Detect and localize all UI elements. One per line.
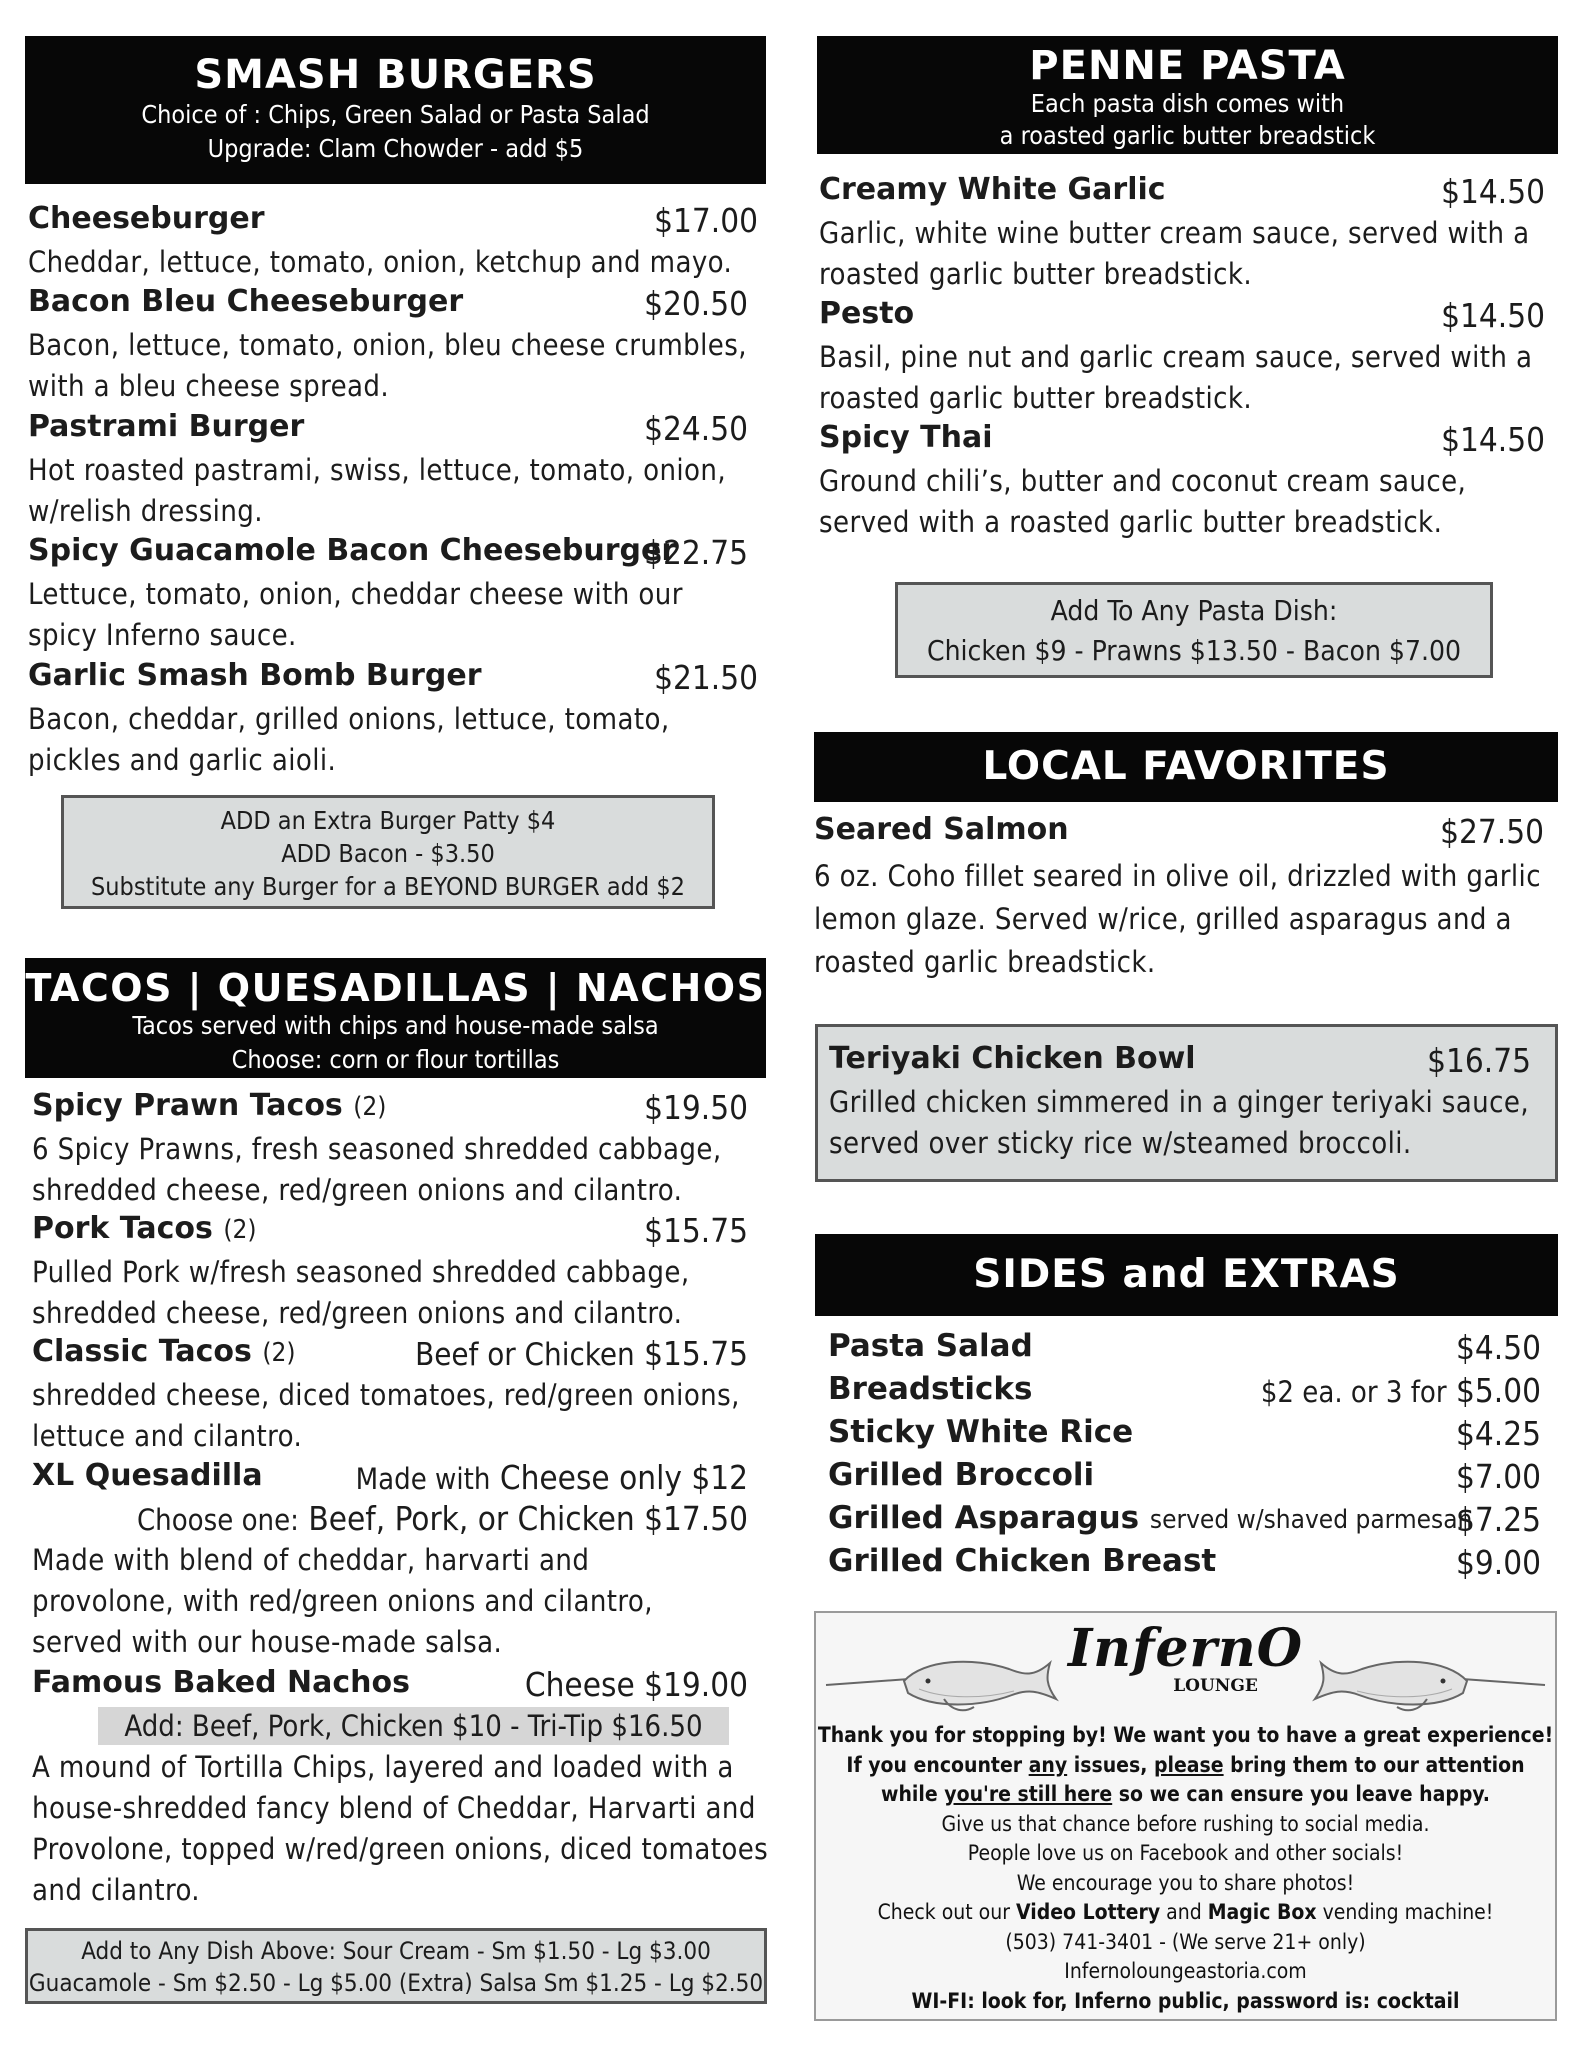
section-subtitle: Upgrade: Clam Chowder - add $5 xyxy=(207,134,584,163)
text-run: you're still here xyxy=(944,1782,1113,1806)
item-price: $14.50 xyxy=(1441,420,1545,459)
item-name: Cheeseburger xyxy=(28,201,265,236)
section-title: SIDES and EXTRAS xyxy=(973,1252,1400,1297)
item-name xyxy=(32,1088,386,1123)
item-price xyxy=(415,1334,748,1373)
text-run: issues, xyxy=(1067,1752,1154,1777)
footer-line: Give us that chance before rushing to social media. xyxy=(941,1811,1430,1836)
teriyaki-feature-box xyxy=(815,1024,1558,1182)
pasta-addons-box xyxy=(895,582,1493,678)
item-name: Garlic Smash Bomb Burger xyxy=(28,658,482,693)
item-name: Creamy White Garlic xyxy=(819,172,1166,207)
item-name xyxy=(32,1211,256,1246)
section-title: SMASH BURGERS xyxy=(194,52,597,98)
item-description: 6 oz. Coho fillet seared in olive oil, drizzled with garlic lemon glaze. Served w/rice, grilled asparagus and a roasted garlic breadstick. xyxy=(814,859,1541,979)
section-title: PENNE PASTA xyxy=(1029,43,1346,89)
item-price-value: $5.00 xyxy=(1456,1371,1541,1410)
addon-line: Add to Any Dish Above: Sour Cream - Sm $1.50 - Lg $3.00 xyxy=(81,1937,711,1965)
footer-line: People love us on Facebook and other socials! xyxy=(967,1841,1404,1865)
text-run: vending machine! xyxy=(1316,1900,1494,1924)
item-name: Pasta Salad xyxy=(828,1328,1033,1364)
item-name: Teriyaki Chicken Bowl xyxy=(829,1041,1196,1076)
text-run: Check out our xyxy=(877,1900,1016,1924)
side-item-grilled-chicken-breast xyxy=(828,1543,1541,1586)
item-description: Hot roasted pastrami, swiss, lettuce, tomato, onion, w/relish dressing. xyxy=(28,453,727,528)
item-count: (2) xyxy=(353,1092,387,1122)
addon-line: Substitute any Burger for a BEYOND BURGER add $2 xyxy=(91,872,685,901)
item-note: served w/shaved parmesan xyxy=(1149,1505,1473,1535)
item-name: Grilled Chicken Breast xyxy=(828,1543,1217,1579)
item-description: Cheddar, lettuce, tomato, onion, ketchup and mayo. xyxy=(28,245,733,279)
item-description: Ground chili’s, butter and coconut cream sauce, served with a roasted garlic butter breadstick. xyxy=(819,464,1467,539)
section-subtitle: Choice of : Chips, Green Salad or Pasta Salad xyxy=(141,100,650,129)
item-name: Spicy Guacamole Bacon Cheeseburger xyxy=(28,533,677,568)
item-description: Bacon, lettuce, tomato, onion, bleu cheese crumbles, with a bleu cheese spread. xyxy=(28,328,747,403)
item-name-text: Grilled Asparagus xyxy=(828,1500,1140,1536)
section-subtitle: a roasted garlic butter breadstick xyxy=(999,121,1376,150)
item-name: Seared Salmon xyxy=(814,812,1069,847)
inferno-lounge-logo xyxy=(816,1618,1555,1696)
item-name: Grilled Broccoli xyxy=(828,1457,1095,1493)
right-column xyxy=(790,0,1583,2048)
item-price: $7.00 xyxy=(1456,1457,1541,1496)
item-description: Pulled Pork w/fresh seasoned shredded cabbage, shredded cheese, red/green onions and cilantro. xyxy=(32,1255,690,1330)
item-name: Pesto xyxy=(819,296,915,331)
item-description: Made with blend of cheddar, harvarti and provolone, with red/green onions and cilantro, served with our house-made salsa. xyxy=(32,1543,653,1659)
footer-line xyxy=(816,1898,1555,1928)
item-price: $27.50 xyxy=(1440,812,1544,851)
item-name: Spicy Thai xyxy=(819,420,993,455)
footer-website: Infernoloungeastoria.com xyxy=(1064,1959,1307,1983)
item-price: $9.00 xyxy=(1456,1543,1541,1582)
item-price: $14.50 xyxy=(1441,172,1545,211)
option-value: Beef, Pork, or Chicken $17.50 xyxy=(308,1499,748,1538)
item-description: Basil, pine nut and garlic cream sauce, served with a roasted garlic butter breadstick. xyxy=(819,340,1533,415)
option-prefix: Made with xyxy=(355,1462,491,1496)
taco-addons-box xyxy=(25,1928,767,2004)
item-price: $17.00 xyxy=(654,201,758,240)
item-name-text: Classic Tacos xyxy=(32,1334,252,1369)
section-title: LOCAL FAVORITES xyxy=(982,744,1390,789)
option-value: Cheese only $12 xyxy=(499,1458,748,1497)
text-run: Magic Box xyxy=(1207,1900,1317,1924)
side-item-pasta-salad xyxy=(828,1328,1541,1371)
addon-line: Guacamole - Sm $2.50 - Lg $5.00 (Extra) Salsa Sm $1.25 - Lg $2.50 xyxy=(28,1969,764,1997)
item-name-text: Spicy Prawn Tacos xyxy=(32,1088,343,1123)
item-price xyxy=(1261,1371,1541,1410)
item-name-text: Pork Tacos xyxy=(32,1211,213,1246)
item-price: $4.50 xyxy=(1456,1328,1541,1367)
item-name: Breadsticks xyxy=(828,1371,1033,1407)
footer-line xyxy=(816,1751,1555,1781)
item-count: (2) xyxy=(262,1338,296,1368)
item-price: $22.75 xyxy=(644,533,748,572)
addon-line: Add To Any Pasta Dish: xyxy=(1050,594,1338,627)
text-run: please xyxy=(1153,1752,1224,1777)
item-price: $4.25 xyxy=(1456,1414,1541,1453)
item-price: $24.50 xyxy=(644,409,748,448)
addon-line: ADD Bacon - $3.50 xyxy=(281,839,495,868)
item-description: shredded cheese, diced tomatoes, red/green onions, lettuce and cilantro. xyxy=(32,1378,740,1453)
item-price: $21.50 xyxy=(654,658,758,697)
item-name: Bacon Bleu Cheeseburger xyxy=(28,284,464,319)
nachos-add-highlight: Add: Beef, Pork, Chicken $10 - Tri-Tip $16.50 xyxy=(98,1707,729,1745)
item-name: Pastrami Burger xyxy=(28,409,305,444)
item-name: Famous Baked Nachos xyxy=(32,1665,410,1700)
item-price-value: $15.75 xyxy=(644,1334,748,1373)
text-run: Video Lottery xyxy=(1015,1900,1161,1924)
item-count: (2) xyxy=(223,1215,257,1245)
item-name: XL Quesadilla xyxy=(32,1458,263,1493)
text-run: any xyxy=(1028,1752,1068,1777)
item-price: $15.75 xyxy=(644,1211,748,1250)
text-run: while xyxy=(881,1782,945,1806)
side-item-sticky-white-rice xyxy=(828,1414,1541,1457)
item-price: $7.25 xyxy=(1456,1500,1541,1539)
addon-line: ADD an Extra Burger Patty $4 xyxy=(220,806,556,835)
section-title: TACOS | QUESADILLAS | NACHOS xyxy=(25,966,766,1010)
left-column xyxy=(0,0,790,2048)
side-item-grilled-broccoli xyxy=(828,1457,1541,1500)
item-price: $20.50 xyxy=(644,284,748,323)
item-description: Garlic, white wine butter cream sauce, served with a roasted garlic butter breadstick. xyxy=(819,216,1530,291)
logo-wordmark: InfernO xyxy=(1067,1618,1304,1679)
text-run: If you encounter xyxy=(846,1752,1029,1777)
item-option-cheese xyxy=(356,1458,748,1497)
item-option: Beef or Chicken xyxy=(415,1337,635,1373)
penne-pasta-header xyxy=(817,36,1558,154)
footer-info-box xyxy=(814,1611,1557,2021)
text-run: so we can ensure you leave happy. xyxy=(1112,1782,1490,1806)
footer-line: Thank you for stopping by! We want you to have a great experience! xyxy=(817,1723,1554,1747)
addon-line: Chicken $9 - Prawns $13.50 - Bacon $7.00 xyxy=(926,634,1462,667)
item-price: $16.75 xyxy=(1427,1041,1531,1080)
section-subtitle: Each pasta dish comes with xyxy=(1030,89,1345,118)
item-name xyxy=(828,1500,1472,1536)
item-description: A mound of Tortilla Chips, layered and loaded with a house-shredded fancy blend of Cheddar, Harvarti and Provolone, topped w/red/green onions, diced tomatoes and cilantro. xyxy=(32,1750,769,1907)
side-item-grilled-asparagus xyxy=(828,1500,1541,1543)
section-subtitle: Choose: corn or flour tortillas xyxy=(231,1045,560,1074)
item-name xyxy=(32,1334,295,1369)
item-name: Sticky White Rice xyxy=(828,1414,1134,1450)
item-note: $2 ea. or 3 for xyxy=(1260,1375,1447,1409)
item-description: Bacon, cheddar, grilled onions, lettuce, tomato, pickles and garlic aioli. xyxy=(28,702,670,777)
text-run: and xyxy=(1160,1900,1208,1924)
local-favorites-header xyxy=(814,732,1558,802)
smash-burgers-header xyxy=(25,36,766,184)
tacos-header xyxy=(25,958,766,1078)
item-price: Cheese $19.00 xyxy=(524,1665,748,1704)
footer-wifi: WI-FI: look for, Inferno public, password is: cocktail xyxy=(911,1988,1460,2013)
logo-subtitle: LOUNGE xyxy=(1173,1676,1258,1696)
side-item-breadsticks xyxy=(828,1371,1541,1414)
item-option-meat xyxy=(137,1499,748,1538)
section-subtitle: Tacos served with chips and house-made salsa xyxy=(132,1011,659,1040)
item-price: $14.50 xyxy=(1441,296,1545,335)
item-description: Grilled chicken simmered in a ginger teriyaki sauce, served over sticky rice w/steamed broccoli. xyxy=(829,1085,1530,1160)
item-description: 6 Spicy Prawns, fresh seasoned shredded cabbage, shredded cheese, red/green onions and cilantro. xyxy=(32,1132,722,1207)
item-description: Lettuce, tomato, onion, cheddar cheese with our spicy Inferno sauce. xyxy=(28,577,683,652)
burger-addons-box xyxy=(61,795,715,909)
footer-line xyxy=(816,1780,1555,1810)
item-price: $19.50 xyxy=(644,1088,748,1127)
sides-extras-header xyxy=(815,1234,1558,1316)
option-prefix: Choose one: xyxy=(136,1503,299,1537)
text-run: bring them to our attention xyxy=(1223,1752,1525,1777)
footer-phone: (503) 741-3401 - (We serve 21+ only) xyxy=(1005,1929,1366,1954)
footer-message xyxy=(816,1721,1555,2016)
footer-line: We encourage you to share photos! xyxy=(1016,1870,1355,1895)
